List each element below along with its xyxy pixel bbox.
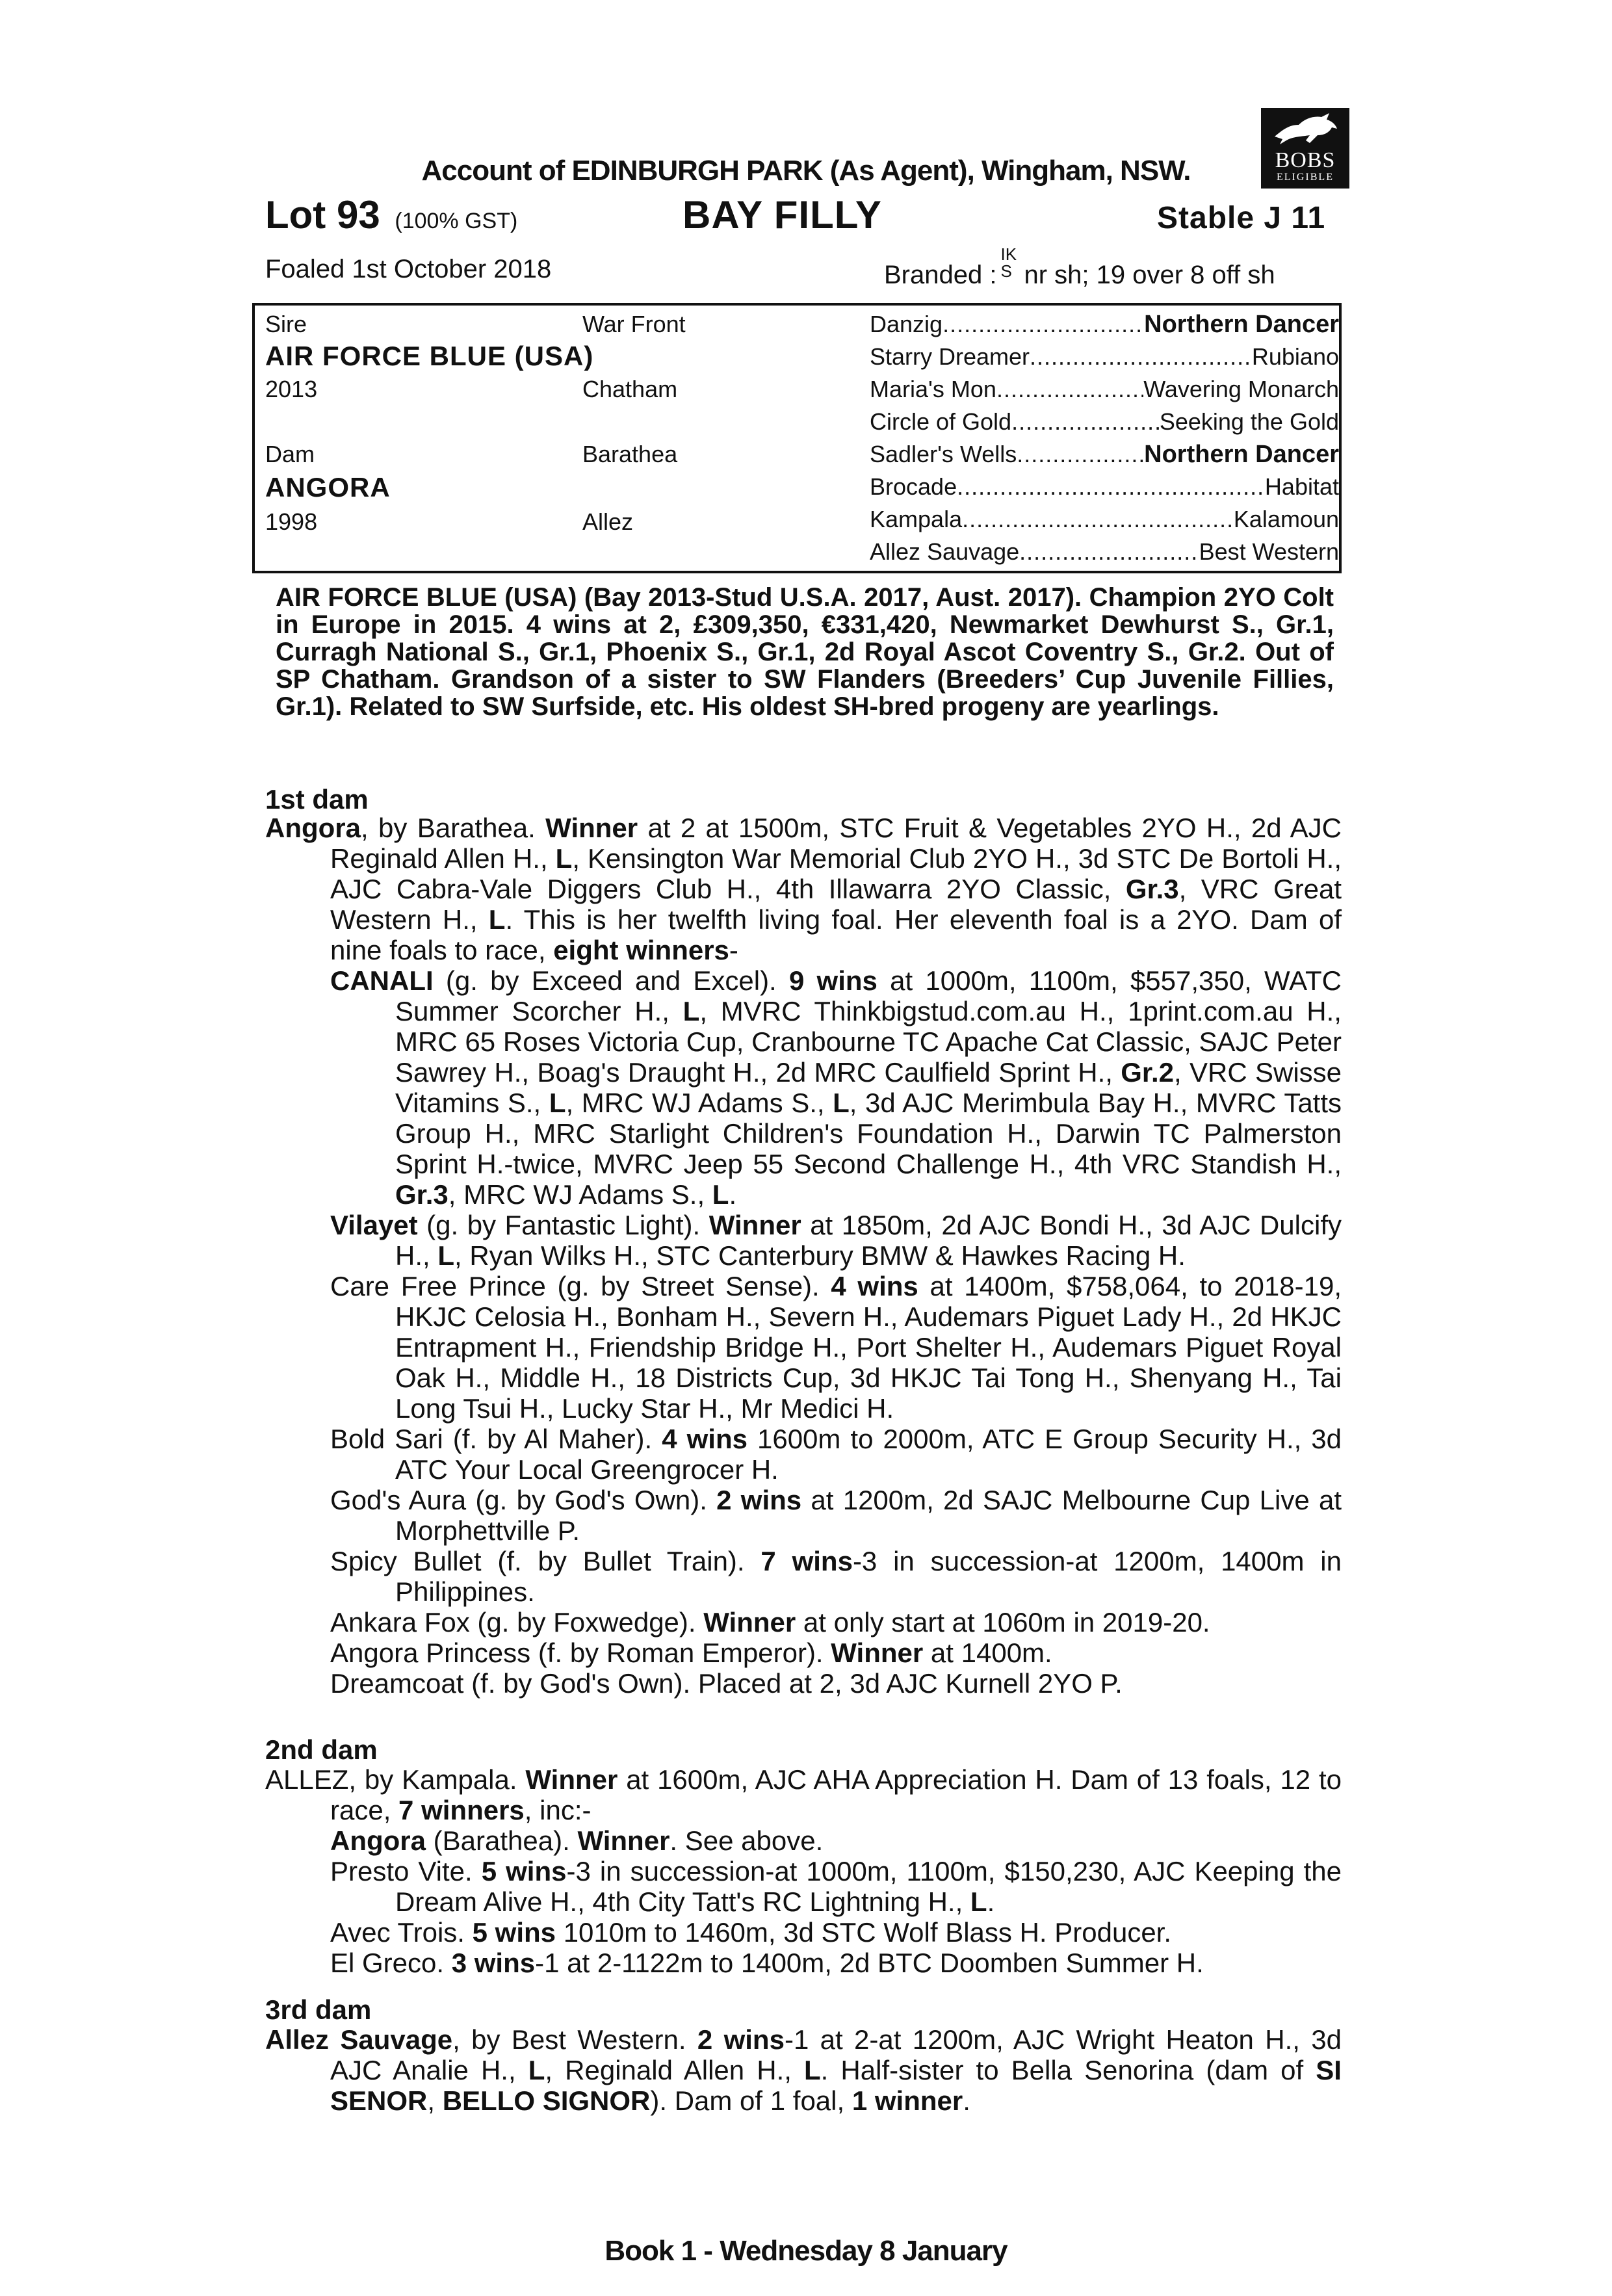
branded-info	[884, 244, 1275, 290]
ancestor-sire: Northern Dancer	[1144, 441, 1339, 468]
progeny-entry: Care Free Prince (g. by Street Sense). 4 wins at 1400m, $758,064, to 2018-19, HKJC Celosia H., Bonham H., Severn H., Audemars Piguet Lady H., 2d HKJC Entrapment H., Friendship Bridge H., Port Shelter H., Audemars Piguet Royal Oak H., Middle H., 18 Districts Cup, 3d HKJC Tai Tong H., Shenyang H., Tai Long Tsui H., Lucky Star H., Mr Medici H.	[330, 1271, 1342, 1424]
ancestor-name: Allez Sauvage	[870, 538, 1020, 565]
second-dam-progeny	[265, 1825, 1342, 1978]
ancestor-name: Maria's Mon	[870, 376, 996, 402]
sire-name: AIR FORCE BLUE (USA)	[265, 341, 594, 371]
progeny-entry: Ankara Fox (g. by Foxwedge). Winner at only start at 1060m in 2019-20.	[330, 1607, 1210, 1637]
sire-label: Sire	[265, 311, 307, 337]
ancestor-name: Starry Dreamer	[870, 343, 1030, 370]
progeny-entry: Avec Trois. 5 wins 1010m to 1460m, 3d STC Wolf Blass H. Producer.	[330, 1917, 1172, 1948]
ancestor-row	[870, 408, 1339, 436]
first-dam-name: Angora	[265, 813, 361, 843]
branded-text: nr sh; 19 over 8 off sh	[1024, 261, 1275, 289]
branded-label: Branded :	[884, 261, 997, 289]
ancestor-row	[870, 343, 1339, 371]
horse-icon	[1269, 111, 1341, 150]
progeny-entry: Bold Sari (f. by Al Maher). 4 wins 1600m to 2000m, ATC E Group Security H., 3d ATC Your Local Greengrocer H.	[330, 1424, 1342, 1485]
ancestor-name: Brocade	[870, 473, 957, 500]
brand-mark: IK S	[1000, 244, 1017, 281]
ancestor-name: Kampala	[870, 506, 963, 532]
page-title: BAY FILLY	[682, 193, 882, 237]
third-dam-record: Allez Sauvage, by Best Western. 2 wins-1 at 2-at 1200m, AJC Wright Heaton H., 3d AJC Analie H., L, Reginald Allen H., L. Half-sister to Bella Senorina (dam of SI SENOR, BELLO SIGNOR). Dam of 1 foal, 1 winner.	[265, 2024, 1342, 2116]
sire-dam: Chatham	[582, 376, 678, 402]
ancestor-row	[870, 538, 1339, 566]
progeny-entry: Angora (Barathea). Winner. See above.	[330, 1825, 824, 1856]
ancestor-sire: Seeking the Gold	[1159, 408, 1339, 435]
ancestor-name: Circle of Gold	[870, 408, 1012, 435]
stable-label: Stable J 11	[1157, 201, 1326, 235]
first-dam-section	[265, 813, 1342, 1699]
dam-sire: Barathea	[582, 441, 678, 467]
sire-biography: AIR FORCE BLUE (USA) (Bay 2013-Stud U.S.A. 2017, Aust. 2017). Champion 2YO Colt in Europe in 2015. 4 wins at 2, £309,350, €331,420, Newmarket Dewhurst S., Gr.1, Curragh National S., Gr.1, Phoenix S., Gr.1, 2d Royal Ascot Coventry S., Gr.2. Out of SP Chatham. Grandson of a sister to SW Flanders (Breeders’ Cup Juvenile Fillies, Gr.1). Related to SW Surfside, etc. His oldest SH-bred progeny are yearlings.	[276, 583, 1334, 721]
first-dam-progeny	[265, 965, 1342, 1699]
progeny-entry: CANALI (g. by Exceed and Excel). 9 wins at 1000m, 1100m, $557,350, WATC Summer Scorcher H., L, MVRC Thinkbigstud.com.au H., 1print.com.au H., MRC 65 Roses Victoria Cup, Cranbourne TC Apache Cat Classic, SAJC Peter Sawrey H., Boag's Draught H., 2d MRC Caulfield Sprint H., Gr.2, VRC Swisse Vitamins S., L, MRC WJ Adams S., L, 3d AJC Merimbula Bay H., MVRC Tatts Group H., MRC Starlight Children's Foundation H., Darwin TC Palmerston Sprint H.-twice, MVRC Jeep 55 Second Challenge H., 4th VRC Standish H., Gr.3, MRC WJ Adams S., L.	[330, 965, 1342, 1210]
leader-dots	[1019, 538, 1199, 566]
dam-dam: Allez	[582, 508, 634, 535]
first-dam-record	[265, 813, 1342, 965]
leader-dots	[1017, 441, 1144, 469]
second-dam-heading: 2nd dam	[265, 1734, 378, 1765]
leader-dots	[1011, 408, 1160, 436]
footer-sale-date: Book 1 - Wednesday 8 January	[604, 2235, 1008, 2267]
logo-text: BOBS	[1275, 148, 1336, 172]
ancestor-sire: Northern Dancer	[1144, 311, 1339, 338]
progeny-entry: Spicy Bullet (f. by Bullet Train). 7 wins-3 in succession-at 1200m, 1400m in Philippines.	[330, 1546, 1342, 1607]
ancestor-row	[870, 441, 1339, 469]
third-dam-heading: 3rd dam	[265, 1994, 372, 2025]
dam-year: 1998	[265, 508, 318, 535]
consignor-line: Account of EDINBURGH PARK (As Agent), Wingham, NSW.	[421, 155, 1191, 187]
progeny-entry: Presto Vite. 5 wins-3 in succession-at 1000m, 1100m, $150,230, AJC Keeping the Dream Alive H., 4th City Tatt's RC Lightning H., L.	[330, 1856, 1342, 1917]
dam-label: Dam	[265, 441, 315, 467]
ancestor-row	[870, 506, 1339, 533]
ancestor-sire: Wavering Monarch	[1143, 376, 1339, 402]
gst-note: (100% GST)	[395, 209, 518, 233]
progeny-entry: Angora Princess (f. by Roman Emperor). Winner at 1400m.	[330, 1637, 1052, 1668]
progeny-entry: God's Aura (g. by God's Own). 2 wins at 1200m, 2d SAJC Melbourne Cup Live at Morphettville P.	[330, 1485, 1342, 1546]
second-dam-record: ALLEZ, by Kampala. Winner at 1600m, AJC AHA Appreciation H. Dam of 13 foals, 12 to race, 7 winners, inc:-	[265, 1764, 1342, 1825]
ancestor-sire: Kalamoun	[1233, 506, 1339, 532]
dam-name: ANGORA	[265, 472, 391, 502]
first-dam-heading: 1st dam	[265, 784, 369, 815]
first-dam-text: , by Barathea. Winner at 2 at 1500m, STC Fruit & Vegetables 2YO H., 2d AJC Reginald Allen H., L, Kensington War Memorial Club 2YO H., 3d STC De Bortoli H., AJC Cabra-Vale Diggers Club H., 4th Illawarra 2YO Classic, Gr.3, VRC Great Western H., L. This is her twelfth living foal. Her eleventh foal is a 2YO. Dam of nine foals to race, eight winners-	[330, 813, 1342, 965]
third-dam-section	[265, 2024, 1342, 2116]
progeny-entry: Vilayet (g. by Fantastic Light). Winner at 1850m, 2d AJC Bondi H., 3d AJC Dulcify H., L, Ryan Wilks H., STC Canterbury BMW & Hawkes Racing H.	[330, 1210, 1342, 1271]
ancestor-sire: Rubiano	[1251, 343, 1339, 370]
logo-subtext: ELIGIBLE	[1277, 172, 1334, 183]
ancestor-row	[870, 376, 1339, 403]
bobs-eligible-logo	[1261, 108, 1349, 189]
progeny-entry: El Greco. 3 wins-1 at 2-1122m to 1400m, 2d BTC Doomben Summer H.	[330, 1948, 1204, 1978]
leader-dots	[996, 376, 1143, 403]
lot-number: Lot 93 (100% GST)	[265, 193, 518, 237]
ancestor-sire: Best Western	[1199, 538, 1339, 565]
ancestor-row	[870, 311, 1339, 339]
leader-dots	[942, 311, 1144, 339]
leader-dots	[962, 506, 1234, 533]
leader-dots	[957, 473, 1265, 501]
progeny-entry: Dreamcoat (f. by God's Own). Placed at 2, 3d AJC Kurnell 2YO P.	[330, 1668, 1123, 1699]
foaled-date: Foaled 1st October 2018	[265, 255, 552, 283]
second-dam-section	[265, 1764, 1342, 1978]
ancestor-name: Sadler's Wells	[870, 441, 1017, 467]
sire-sire: War Front	[582, 311, 686, 337]
ancestor-name: Danzig	[870, 311, 943, 337]
ancestor-sire: Habitat	[1264, 473, 1339, 500]
sire-year: 2013	[265, 376, 318, 402]
ancestor-row	[870, 473, 1339, 501]
leader-dots	[1030, 343, 1252, 371]
